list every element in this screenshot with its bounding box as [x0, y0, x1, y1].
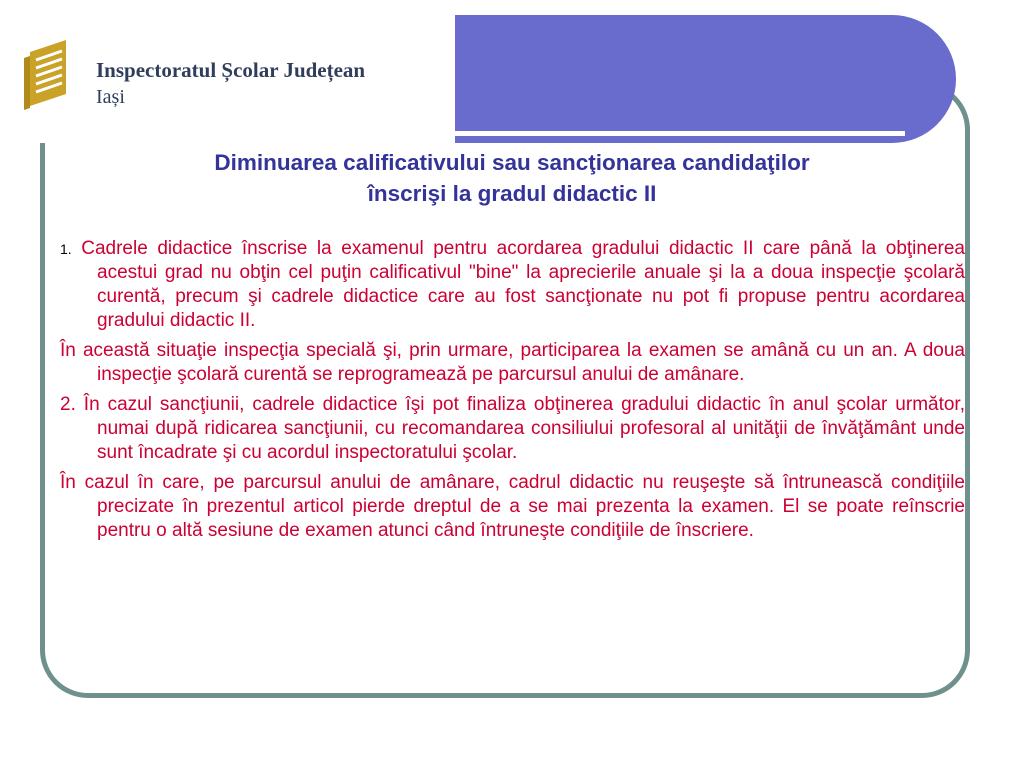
- paragraph-2: În această situaţie inspecţia specială şi, prin urmare, participarea la examen se amână cu un an. A doua inspecţie şcolară curentă se reprogramează pe parcursul anului de amânare.: [60, 340, 965, 385]
- logo-title: Inspectoratul Școlar Județean: [96, 58, 366, 82]
- inspectorate-logo-icon: [22, 38, 78, 112]
- paragraph-3: 2. În cazul sancţiunii, cadrele didactice îşi pot finaliza obţinerea gradului didactic în anul şcolar următor, numai după ridicarea sancţiunii, cu recomandarea consiliului profesoral al unităţii de învăţământ unde sunt încadrate şi cu acordul inspectoratului şcolar.: [60, 394, 965, 463]
- paragraph-1-number: 1.: [60, 241, 72, 257]
- paragraph-1-text: Cadrele didactice înscrise la examenul pentru acordarea gradului didactic II care până la obţinerea acestui grad nu obţin cel puţin calificativul "bine" la aprecierile anuale şi la a doua inspecţie şcolară curentă, precum şi cadrele didactice care au fost sancţionate nu pot fi propuse pentru acordarea gradului didactic II.: [71, 238, 965, 331]
- paragraph-1: [60, 237, 965, 333]
- slide-title-line-1: Diminuarea calificativului sau sancţionarea candidaţilor: [214, 150, 810, 175]
- header-divider-line: [455, 131, 905, 136]
- slide-title-line-2: înscrişi la gradul didactic II: [367, 181, 657, 206]
- logo-panel: [0, 15, 455, 143]
- slide-title: [80, 147, 944, 209]
- logo-subtitle: Iași: [96, 86, 125, 108]
- slide-body: [60, 237, 965, 549]
- paragraph-4: În cazul în care, pe parcursul anului de amânare, cadrul didactic nu reuşeşte să întrunească condiţiile precizate în prezentul articol pierde dreptul de a se mai prezenta la examen. El se poate reînscrie pentru o altă sesiune de examen atunci când întruneşte condiţiile de înscriere.: [60, 472, 965, 541]
